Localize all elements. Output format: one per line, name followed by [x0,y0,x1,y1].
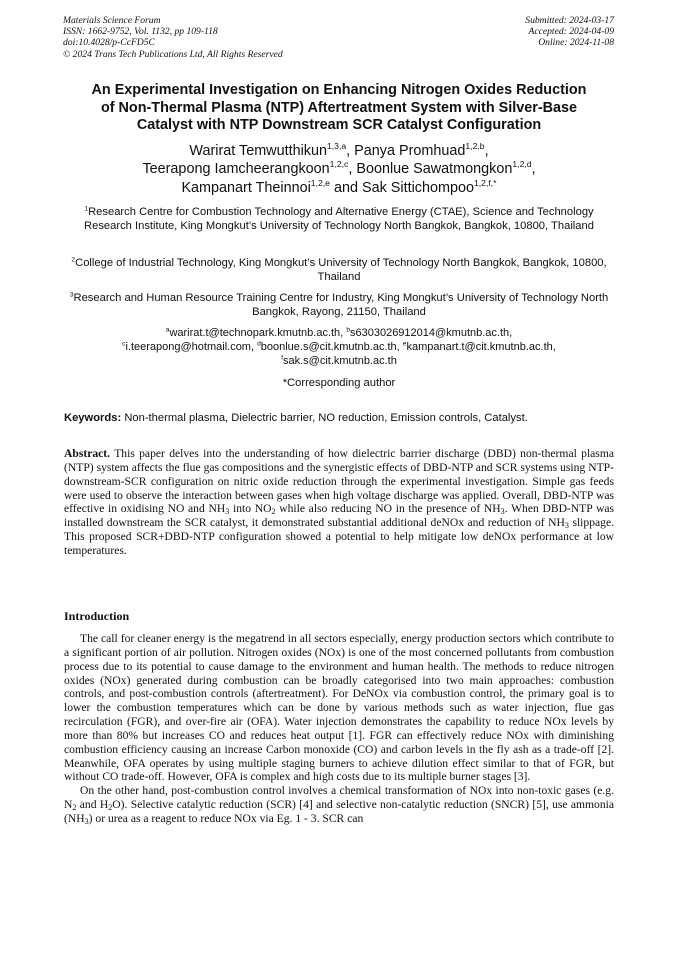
author-affiliation-mark: 1,2,e [310,177,330,188]
subscript: 3 [564,521,569,531]
email-mark: a [165,326,170,334]
author-name: Panya Promhuad [354,143,466,159]
introduction-body [64,632,614,826]
title-line: of Non-Thermal Plasma (NTP) Aftertreatment System with Silver-Base [100,99,578,116]
author-line: Warirat Temwutthikun$^{1,3,a}$, Panya Promhuad$^{1,2,b}$, [189,141,489,159]
affiliation-text: Research and Human Resource Training Centre for Industry, King Mongkut’s University of Technology North Bangkok, Rayong, 21150, Thailand [73,292,609,319]
abstract-text: while also reducing NO in the presence of NH [279,502,501,516]
abstract-text: . When DBD-NTP was installed downstream the SCR catalyst, it demonstrated substantial additional deNOx and reduction of NH [64,502,614,530]
title-line: An Experimental Investigation on Enhancing Nitrogen Oxides Reduction [91,82,587,98]
email-mark: c [122,340,126,348]
abstract-text: This paper delves into the understanding of how dielectric barrier discharge (DBD) non-thermal plasma (NTP) system affects the flue gas compositions and the synergistic effects of DBD-NTP and SCR systems using NTP-downstream-SCR configuration on nitric oxide reduction through the experimental investigation. Simple gas feeds were used to observe the interaction between gases when high voltage discharge was applied. Overall, DBD-NTP was effective in oxidising NO and NH [64,447,614,516]
author-name: Kampanart Theinnoi [181,179,311,196]
paragraph [64,784,614,826]
affiliation-text: College of Industrial Technology, King Mongkut’s University of Technology North Bangkok, Bangkok, 10800, Thailand [75,257,607,284]
affiliation-number: 3 [69,291,74,299]
email-link[interactable]: i.teerapong@hotmail.com, [125,341,255,354]
accepted-date: Accepted: 2024-04-09 [528,26,614,38]
author-line [56,179,622,197]
author-affiliation-mark: 1,2,b [465,141,485,152]
author-affiliation-mark: 1,2,f,* [473,177,497,188]
keywords-label: Keywords: [64,412,122,424]
email-link[interactable]: boonlue.s@cit.kmutnb.ac.th, [260,341,400,354]
corresponding-author-note: *Corresponding author [282,377,396,389]
affiliation-3 [62,291,616,319]
author-conjunction: and [333,179,358,196]
abstract-text: into NO [232,502,272,516]
paragraph: The call for cleaner energy is the megatrend in all sectors especially, energy production sectors which contribute to a significant portion of air pollution. Nitrogen oxides (NOx) is one of the most concerned pollutants from combustion process due to its potential to cause damage to the environment and human health. The methods to reduce nitrogen oxides (NOx) generated during combustion can be broadly categorised into two main approaches: combustion controls, and post-combustion controls (aftertreatment). For DeNOx via combustion control, the primary goal is to lower the combustion temperatures which can be done by various methods such as water injection, flue gas recirculation (FGR), and over-fire air (OFA). Water injection demonstrates the capability to reduce NOx levels by more than 80% but increases CO and reduces heat output [1]. FGR can effectively reduce NOx with diminishing combustion efficiency causing an increase Carbon monoxide (CO) and carbon levels in the fly ash as a trade-off [2]. Meanwhile, OFA operates by using multiple staging burners to achieve dilution effect similar to that of FGR, but without CO trade-off. However, OFA is complex and high costs due to its multiple burner stages [3]. [64,632,614,784]
email-link[interactable]: warirat.t@technopark.kmutnb.ac.th, [169,327,344,339]
keywords [64,411,624,425]
affiliation-text: Research Centre for Combustion Technology and Alternative Energy (CTAE), Science and Technology Research Institute, King Mongkut’s University of Technology North Bangkok, Bangkok, 10800, Thailand [84,206,594,233]
copyright-line: © 2024 Trans Tech Publications Ltd, All Rights Reserved [63,48,283,60]
email-mark: e [402,340,407,348]
author-emails [62,326,616,369]
author-name: Warirat Temwutthikun [189,143,327,159]
abstract-label: Abstract. [64,447,111,460]
email-link[interactable]: s6303026912014@kmutnb.ac.th, [349,327,513,339]
subscript: 3 [84,816,89,826]
email-link[interactable]: sak.s@cit.kmutnb.ac.th [282,355,397,368]
affiliation-1 [62,205,616,233]
email-line [62,354,616,368]
subscript: 2 [271,507,276,517]
submission-dates [414,15,614,49]
subscript: 2 [72,803,77,813]
subscript: 3 [225,507,230,517]
affiliation-number: 1 [84,205,89,213]
author-name: Boonlue Sawatmongkon [356,161,513,178]
subscript: 3 [500,507,505,517]
author-line: Teerapong Iamcheerangkoon$^{1,2,c}$, Boonlue Sawatmongkon$^{1,2,d}$, [142,159,536,178]
issn-line: ISSN: 1662-9752, Vol. 1132, pp 109-118 [63,26,218,38]
paragraph-text: On the other hand, post-combustion control involves a chemical transformation of NOx into non-toxic gases (e.g. N [64,784,614,812]
email-link[interactable]: kampanart.t@cit.kmutnb.ac.th, [406,341,556,354]
abstract [64,447,614,558]
section-heading: Introduction [64,609,130,623]
subscript: 2 [108,803,113,813]
author-name: Sak Sittichompoo [362,179,474,196]
email-mark: b [346,326,350,334]
affiliation-number: 2 [71,256,76,264]
email-line [62,326,616,340]
email-mark: f [281,354,283,362]
author-name: Teerapong Iamcheerangkoon [142,161,330,178]
journal-info [63,15,383,60]
abstract-text: slippage. This proposed SCR+DBD-NTP configuration showed a potential to help mitigate low deNOx performance at low temperatures. [64,516,614,557]
author-list [56,142,622,197]
paragraph-text: ) or urea as a reagent to reduce NOx via Eg. 1 - 3. SCR can [88,811,364,825]
email-mark: d [257,340,261,348]
doi-line: doi:10.4028/p-CcFD5C [63,37,155,49]
keywords-text: Non-thermal plasma, Dielectric barrier, NO reduction, Emission controls, Catalyst. [124,412,528,424]
paper-title [56,82,622,135]
submitted-date: Submitted: 2024-03-17 [525,15,614,26]
journal-name: Materials Science Forum [63,15,161,26]
author-affiliation-mark: 1,2,d [512,159,532,170]
email-line [62,340,616,354]
paragraph-text: and H [79,798,109,812]
online-date: Online: 2024-11-08 [538,37,614,49]
author-affiliation-mark: 1,3,a [326,141,347,152]
author-affiliation-mark: 1,2,c [329,159,349,170]
affiliation-2 [62,256,616,284]
title-line: Catalyst with NTP Downstream SCR Catalyst Configuration [136,117,542,133]
paragraph-text: O). Selective catalytic reduction (SCR) [4] and selective non-catalytic reduction (SNCR) [5], use ammonia (NH [64,798,615,825]
